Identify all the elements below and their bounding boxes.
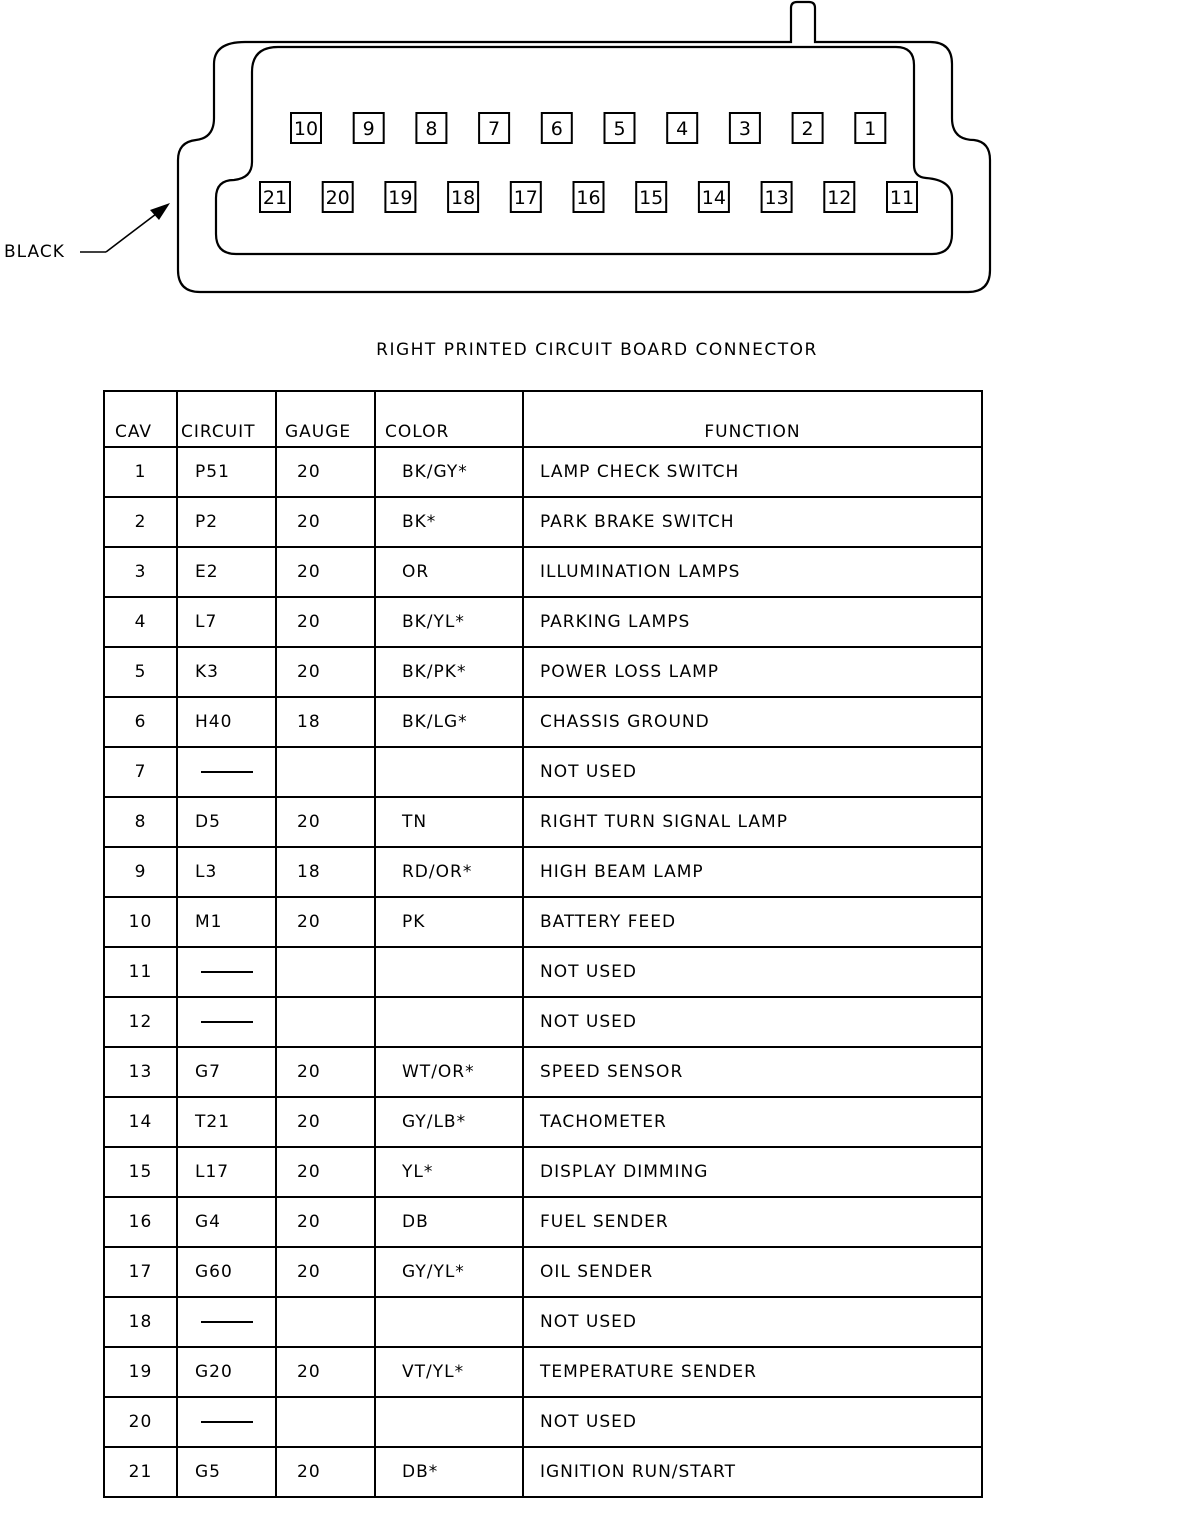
cell-cav: 14 bbox=[104, 1097, 177, 1147]
cell-color: BK/LG* bbox=[375, 697, 523, 747]
cell-circuit: T21 bbox=[177, 1097, 276, 1147]
cell-color: RD/OR* bbox=[375, 847, 523, 897]
cell-color: YL* bbox=[375, 1147, 523, 1197]
cell-cav: 6 bbox=[104, 697, 177, 747]
cell-gauge bbox=[276, 1397, 375, 1447]
cell-cav: 7 bbox=[104, 747, 177, 797]
cell-circuit: E2 bbox=[177, 547, 276, 597]
cell-function: NOT USED bbox=[523, 1297, 982, 1347]
table-row bbox=[104, 1247, 982, 1297]
cell-function: NOT USED bbox=[523, 747, 982, 797]
pin-number: 6 bbox=[550, 118, 563, 140]
pin-number: 7 bbox=[488, 118, 501, 140]
cell-gauge: 20 bbox=[276, 797, 375, 847]
cell-function: PARK BRAKE SWITCH bbox=[523, 497, 982, 547]
cell-cav: 4 bbox=[104, 597, 177, 647]
cell-function: SPEED SENSOR bbox=[523, 1047, 982, 1097]
cell-gauge: 20 bbox=[276, 1347, 375, 1397]
table-row bbox=[104, 647, 982, 697]
cell-cav: 11 bbox=[104, 947, 177, 997]
cell-color: GY/YL* bbox=[375, 1247, 523, 1297]
cell-gauge: 20 bbox=[276, 1097, 375, 1147]
leader-arrow-head bbox=[150, 203, 170, 220]
pin-number: 13 bbox=[764, 187, 789, 209]
cell-function: NOT USED bbox=[523, 997, 982, 1047]
pin-number: 9 bbox=[362, 118, 375, 140]
cell-color: BK/PK* bbox=[375, 647, 523, 697]
table-row bbox=[104, 1347, 982, 1397]
pin-number: 3 bbox=[738, 118, 751, 140]
pin-number: 17 bbox=[513, 187, 538, 209]
cell-gauge: 20 bbox=[276, 647, 375, 697]
cell-cav: 2 bbox=[104, 497, 177, 547]
cell-circuit: G4 bbox=[177, 1197, 276, 1247]
cell-function: BATTERY FEED bbox=[523, 897, 982, 947]
header-color: COLOR bbox=[375, 391, 523, 447]
pin-number: 4 bbox=[676, 118, 689, 140]
cell-gauge: 20 bbox=[276, 1047, 375, 1097]
cell-color: WT/OR* bbox=[375, 1047, 523, 1097]
cell-color bbox=[375, 947, 523, 997]
cell-color: GY/LB* bbox=[375, 1097, 523, 1147]
cell-function: LAMP CHECK SWITCH bbox=[523, 447, 982, 497]
pin-number: 5 bbox=[613, 118, 626, 140]
pin-number: 8 bbox=[425, 118, 438, 140]
table-row bbox=[104, 597, 982, 647]
cell-cav: 15 bbox=[104, 1147, 177, 1197]
cell-gauge: 18 bbox=[276, 697, 375, 747]
table-row bbox=[104, 1447, 982, 1497]
pin-number: 20 bbox=[325, 187, 350, 209]
table-row bbox=[104, 447, 982, 497]
header-function: FUNCTION bbox=[523, 391, 982, 447]
cell-function: TEMPERATURE SENDER bbox=[523, 1347, 982, 1397]
table-row bbox=[104, 847, 982, 897]
cell-cav: 3 bbox=[104, 547, 177, 597]
cell-color: BK/YL* bbox=[375, 597, 523, 647]
cell-cav: 13 bbox=[104, 1047, 177, 1097]
cell-color bbox=[375, 1297, 523, 1347]
cell-cav: 21 bbox=[104, 1447, 177, 1497]
cell-gauge bbox=[276, 747, 375, 797]
pin-number: 14 bbox=[701, 187, 726, 209]
pin-number: 15 bbox=[639, 187, 664, 209]
cell-circuit: L3 bbox=[177, 847, 276, 897]
cell-circuit: L7 bbox=[177, 597, 276, 647]
cell-color: DB bbox=[375, 1197, 523, 1247]
diagram-title: RIGHT PRINTED CIRCUIT BOARD CONNECTOR bbox=[376, 340, 818, 360]
header-gauge: GAUGE bbox=[276, 391, 375, 447]
table-row bbox=[104, 797, 982, 847]
cell-function: ILLUMINATION LAMPS bbox=[523, 547, 982, 597]
cell-gauge: 20 bbox=[276, 1197, 375, 1247]
cell-color: PK bbox=[375, 897, 523, 947]
cell-cav: 10 bbox=[104, 897, 177, 947]
table-row bbox=[104, 1197, 982, 1247]
cell-function: RIGHT TURN SIGNAL LAMP bbox=[523, 797, 982, 847]
table-row bbox=[104, 1397, 982, 1447]
table-row bbox=[104, 1297, 982, 1347]
header-cav: CAV bbox=[104, 391, 177, 447]
cell-color: OR bbox=[375, 547, 523, 597]
cell-function: NOT USED bbox=[523, 1397, 982, 1447]
cell-gauge bbox=[276, 1297, 375, 1347]
cell-circuit: D5 bbox=[177, 797, 276, 847]
cell-color: VT/YL* bbox=[375, 1347, 523, 1397]
table-header-row bbox=[104, 391, 982, 447]
cell-function: TACHOMETER bbox=[523, 1097, 982, 1147]
cell-circuit: P2 bbox=[177, 497, 276, 547]
unused-dash bbox=[201, 771, 253, 773]
pinout-table bbox=[103, 390, 983, 1498]
table-row bbox=[104, 997, 982, 1047]
cell-circuit: H40 bbox=[177, 697, 276, 747]
cell-color: TN bbox=[375, 797, 523, 847]
cell-gauge: 20 bbox=[276, 597, 375, 647]
cell-gauge: 20 bbox=[276, 1447, 375, 1497]
cell-color: DB* bbox=[375, 1447, 523, 1497]
cell-gauge bbox=[276, 947, 375, 997]
cell-gauge: 20 bbox=[276, 547, 375, 597]
table-row bbox=[104, 547, 982, 597]
cell-circuit: G7 bbox=[177, 1047, 276, 1097]
cell-gauge: 20 bbox=[276, 497, 375, 547]
cell-cav: 19 bbox=[104, 1347, 177, 1397]
pin-number: 21 bbox=[262, 187, 288, 209]
cell-cav: 8 bbox=[104, 797, 177, 847]
cell-color bbox=[375, 1397, 523, 1447]
unused-dash bbox=[201, 1421, 253, 1423]
cell-color bbox=[375, 747, 523, 797]
cell-gauge: 20 bbox=[276, 897, 375, 947]
pin-number: 18 bbox=[451, 187, 476, 209]
header-circuit: CIRCUIT bbox=[177, 391, 276, 447]
cell-function: POWER LOSS LAMP bbox=[523, 647, 982, 697]
cell-cav: 1 bbox=[104, 447, 177, 497]
cell-cav: 18 bbox=[104, 1297, 177, 1347]
pin-number: 11 bbox=[889, 187, 915, 209]
pin-number: 10 bbox=[293, 118, 319, 140]
cell-circuit bbox=[177, 1297, 276, 1347]
leader-arrow-line bbox=[106, 211, 160, 252]
unused-dash bbox=[201, 971, 253, 973]
cell-gauge: 20 bbox=[276, 447, 375, 497]
cell-color: BK/GY* bbox=[375, 447, 523, 497]
table-row bbox=[104, 897, 982, 947]
table-row bbox=[104, 497, 982, 547]
cell-cav: 20 bbox=[104, 1397, 177, 1447]
cell-circuit bbox=[177, 1397, 276, 1447]
cell-cav: 16 bbox=[104, 1197, 177, 1247]
cell-color bbox=[375, 997, 523, 1047]
pin-number: 16 bbox=[576, 187, 601, 209]
table-row bbox=[104, 747, 982, 797]
cell-circuit: M1 bbox=[177, 897, 276, 947]
table-row bbox=[104, 697, 982, 747]
cell-gauge bbox=[276, 997, 375, 1047]
cell-function: HIGH BEAM LAMP bbox=[523, 847, 982, 897]
table-row bbox=[104, 947, 982, 997]
cell-circuit: L17 bbox=[177, 1147, 276, 1197]
unused-dash bbox=[201, 1321, 253, 1323]
cell-circuit: G5 bbox=[177, 1447, 276, 1497]
pinout-table-body bbox=[104, 447, 982, 1497]
cell-function: CHASSIS GROUND bbox=[523, 697, 982, 747]
pin-number: 12 bbox=[827, 187, 852, 209]
cell-circuit bbox=[177, 747, 276, 797]
cell-function: OIL SENDER bbox=[523, 1247, 982, 1297]
pin-number: 1 bbox=[864, 118, 877, 140]
cell-function: FUEL SENDER bbox=[523, 1197, 982, 1247]
cell-circuit bbox=[177, 997, 276, 1047]
cell-circuit bbox=[177, 947, 276, 997]
table-row bbox=[104, 1097, 982, 1147]
pin-number: 2 bbox=[801, 118, 814, 140]
cell-circuit: P51 bbox=[177, 447, 276, 497]
cell-function: DISPLAY DIMMING bbox=[523, 1147, 982, 1197]
cell-circuit: G20 bbox=[177, 1347, 276, 1397]
connector-diagram bbox=[0, 0, 1184, 320]
cell-circuit: K3 bbox=[177, 647, 276, 697]
pin-number: 19 bbox=[388, 187, 413, 209]
cell-gauge: 20 bbox=[276, 1247, 375, 1297]
cell-circuit: G60 bbox=[177, 1247, 276, 1297]
table-row bbox=[104, 1047, 982, 1097]
cell-cav: 17 bbox=[104, 1247, 177, 1297]
cell-gauge: 18 bbox=[276, 847, 375, 897]
unused-dash bbox=[201, 1021, 253, 1023]
cell-gauge: 20 bbox=[276, 1147, 375, 1197]
cell-color: BK* bbox=[375, 497, 523, 547]
connector-cavity-outline bbox=[216, 47, 952, 254]
cell-cav: 12 bbox=[104, 997, 177, 1047]
wire-color-label: BLACK bbox=[4, 242, 65, 262]
cell-function: NOT USED bbox=[523, 947, 982, 997]
cell-cav: 5 bbox=[104, 647, 177, 697]
connector-housing-outline bbox=[178, 2, 990, 292]
cell-function: IGNITION RUN/START bbox=[523, 1447, 982, 1497]
cell-function: PARKING LAMPS bbox=[523, 597, 982, 647]
top-row-pins bbox=[291, 113, 885, 143]
table-row bbox=[104, 1147, 982, 1197]
cell-cav: 9 bbox=[104, 847, 177, 897]
bottom-row-pins bbox=[260, 182, 917, 212]
